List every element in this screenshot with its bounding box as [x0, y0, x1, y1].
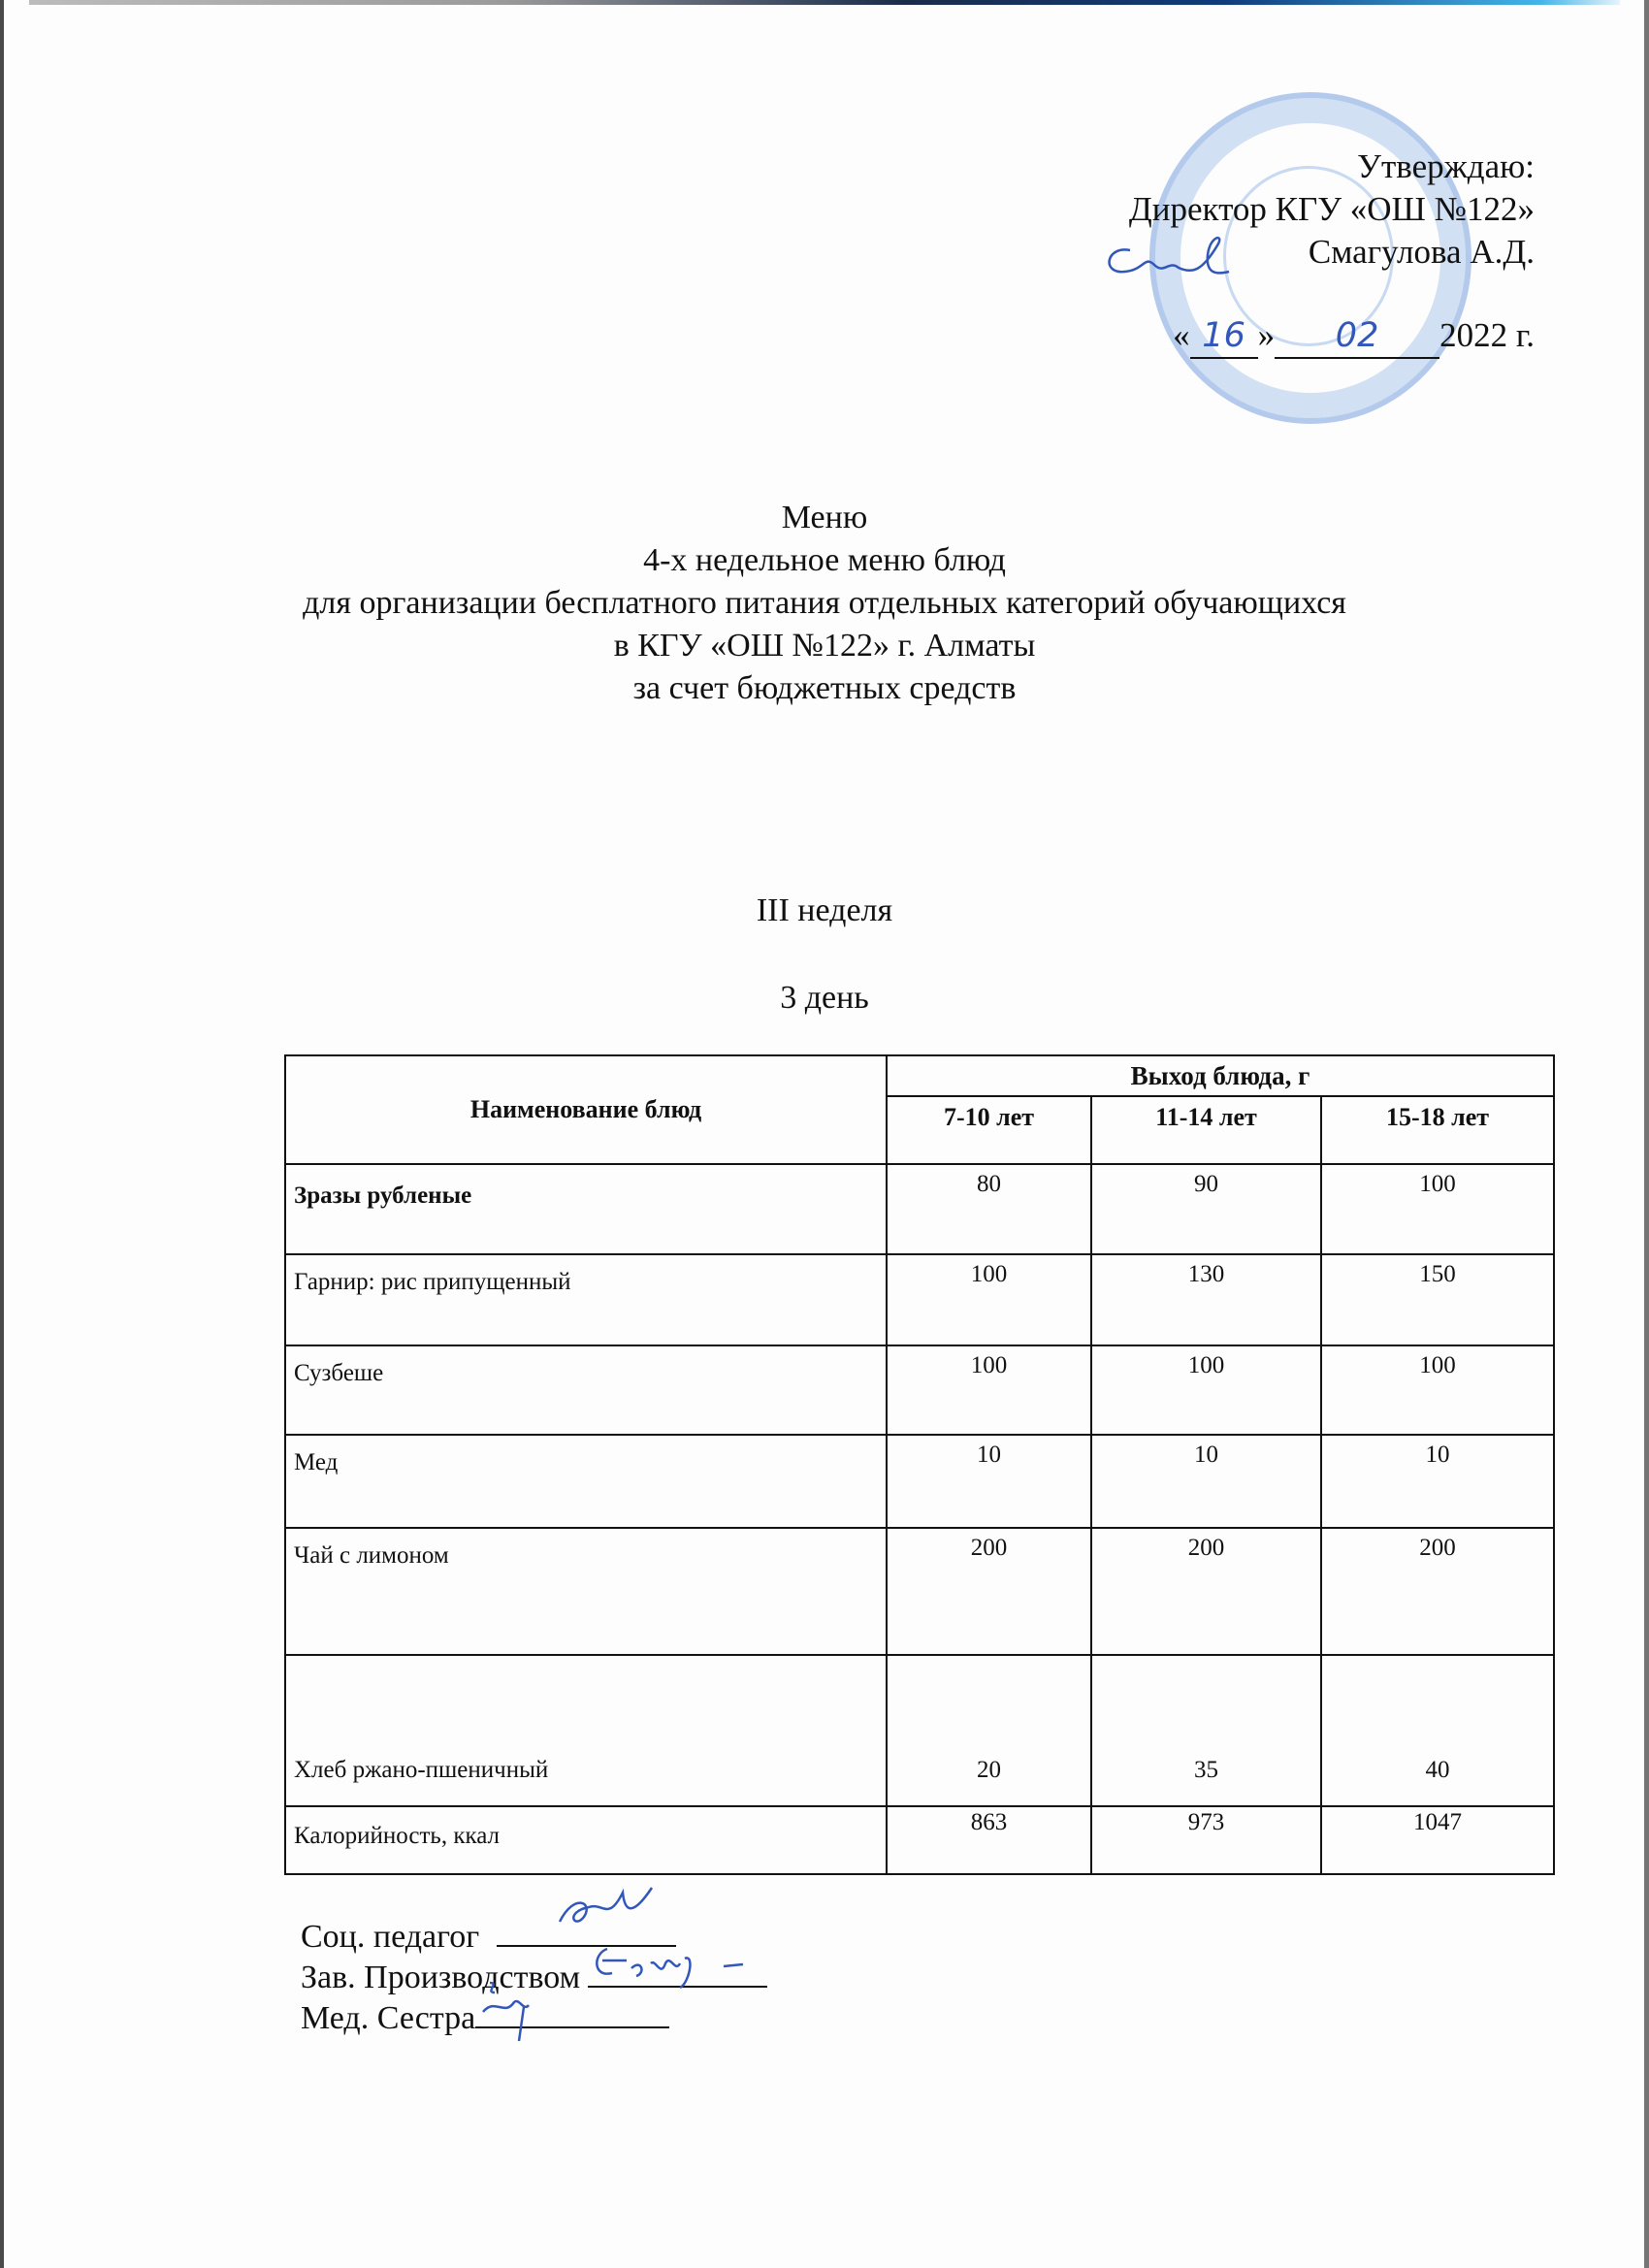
nurse-label: Мед. Сестра — [301, 2000, 476, 2036]
scan-edge-top — [29, 0, 1620, 5]
header-output: Выход блюда, г — [887, 1055, 1554, 1096]
value-11-14: 130 — [1091, 1254, 1321, 1345]
social-pedagogue-label: Соц. педагог — [301, 1919, 480, 1955]
approval-name: Смагулова А.Д. — [1308, 233, 1535, 271]
signature-icon — [588, 1939, 753, 2002]
value-15-18: 100 — [1321, 1164, 1554, 1254]
value-15-18: 10 — [1321, 1435, 1554, 1528]
scan-edge-right — [1644, 0, 1649, 2268]
value-11-14: 90 — [1091, 1164, 1321, 1254]
signoff-block — [301, 1916, 767, 2038]
header-age-7-10: 7-10 лет — [887, 1096, 1091, 1164]
menu-table — [284, 1054, 1555, 1875]
day-label: 3 день — [780, 980, 869, 1016]
header-dish-name: Наименование блюд — [285, 1055, 887, 1164]
title-line-2: 4-х недельное меню блюд — [643, 542, 1006, 578]
scan-edge-left — [0, 0, 4, 2268]
production-head-signature-line — [588, 1957, 767, 1988]
approval-date — [1129, 314, 1535, 359]
date-month: 02 — [1275, 314, 1439, 359]
dish-name: Хлеб ржано-пшеничный — [285, 1655, 887, 1806]
production-head-label: Зав. Производством — [301, 1960, 581, 1995]
calories-11-14: 973 — [1091, 1806, 1321, 1874]
value-7-10: 200 — [887, 1528, 1091, 1655]
date-quote-open: « — [1173, 316, 1190, 354]
value-15-18: 40 — [1321, 1655, 1554, 1806]
value-7-10: 80 — [887, 1164, 1091, 1254]
title-line-3: для организации бесплатного питания отдельных категорий обучающихся — [303, 585, 1346, 621]
value-7-10: 20 — [887, 1655, 1091, 1806]
title-line-4: в КГУ «ОШ №122» г. Алматы — [613, 628, 1036, 664]
document-title — [0, 497, 1649, 710]
title-line-1: Меню — [781, 500, 868, 535]
signature-icon — [475, 1978, 553, 2057]
calories-15-18: 1047 — [1321, 1806, 1554, 1874]
signature-icon — [1101, 231, 1246, 289]
value-15-18: 150 — [1321, 1254, 1554, 1345]
value-15-18: 100 — [1321, 1345, 1554, 1435]
dish-name: Чай с лимоном — [285, 1528, 887, 1655]
approval-heading: Утверждаю: — [1357, 147, 1535, 185]
value-15-18: 200 — [1321, 1528, 1554, 1655]
table-row — [285, 1164, 1554, 1254]
table-row — [285, 1435, 1554, 1528]
calories-7-10: 863 — [887, 1806, 1091, 1874]
signature-icon — [555, 1883, 662, 1940]
value-7-10: 100 — [887, 1254, 1091, 1345]
value-7-10: 100 — [887, 1345, 1091, 1435]
approval-position: Директор КГУ «ОШ №122» — [1128, 190, 1535, 228]
dish-name: Сузбеше — [285, 1345, 887, 1435]
week-label: III неделя — [756, 892, 893, 928]
signoff-nurse — [301, 1997, 767, 2038]
nurse-signature-line — [475, 1997, 669, 2028]
title-line-5: за счет бюджетных средств — [632, 670, 1017, 706]
dish-name: Гарнир: рис припущенный — [285, 1254, 887, 1345]
table-row — [285, 1528, 1554, 1655]
calories-label: Калорийность, ккал — [285, 1806, 887, 1874]
table-row — [285, 1345, 1554, 1435]
director-signature — [1101, 231, 1227, 279]
value-11-14: 200 — [1091, 1528, 1321, 1655]
value-11-14: 10 — [1091, 1435, 1321, 1528]
value-11-14: 100 — [1091, 1345, 1321, 1435]
value-7-10: 10 — [887, 1435, 1091, 1528]
calories-row — [285, 1806, 1554, 1874]
value-11-14: 35 — [1091, 1655, 1321, 1806]
date-year: 2022 г. — [1439, 316, 1535, 354]
dish-name: Мед — [285, 1435, 887, 1528]
date-quote-close: » — [1257, 316, 1276, 354]
header-age-15-18: 15-18 лет — [1321, 1096, 1554, 1164]
header-age-11-14: 11-14 лет — [1091, 1096, 1321, 1164]
dish-name: Зразы рубленые — [285, 1164, 887, 1254]
date-day: 16 — [1190, 314, 1258, 359]
table-row — [285, 1655, 1554, 1806]
table-row — [285, 1254, 1554, 1345]
